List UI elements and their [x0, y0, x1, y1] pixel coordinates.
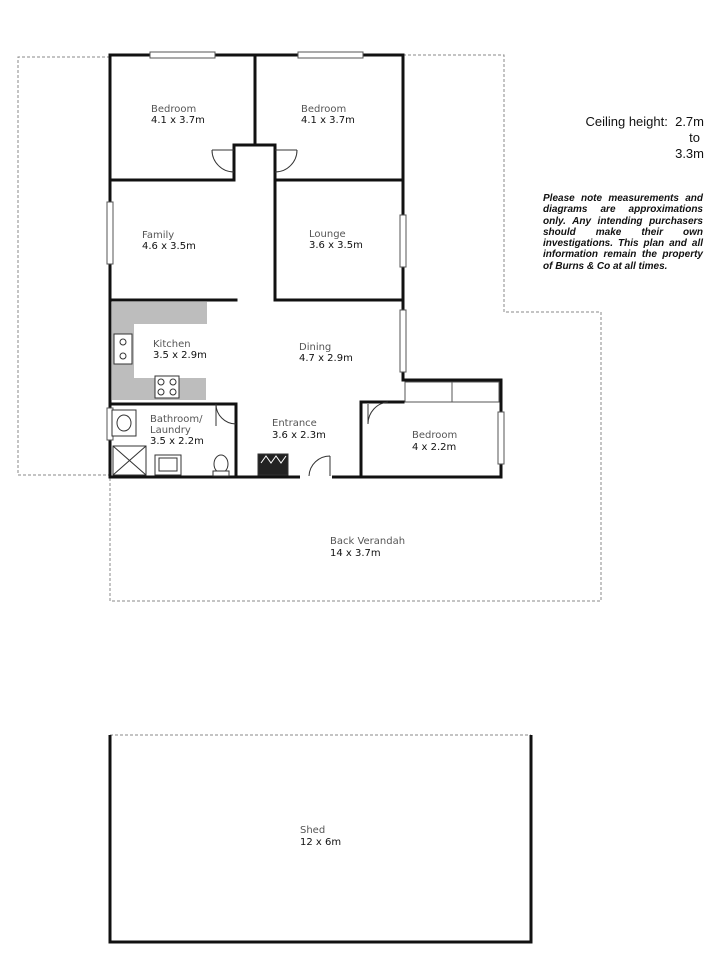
toilet: [214, 455, 228, 473]
hall-closet: [234, 145, 275, 180]
room-name-lounge: Lounge: [309, 229, 346, 240]
door-bathroom: [216, 404, 236, 426]
outdoor-outlines: [18, 55, 601, 601]
window-lounge: [400, 215, 406, 267]
ceiling-value-from: 2.7m: [675, 114, 704, 129]
window-bedroom1: [150, 52, 215, 58]
door-bedroom2: [275, 150, 297, 172]
room-size-dining: 4.7 x 2.9m: [299, 353, 353, 364]
room-name-verandah: Back Verandah: [330, 536, 406, 547]
room-size-bedroom1: 4.1 x 3.7m: [151, 115, 205, 126]
laundry-tub-bowl: [159, 458, 177, 471]
heater: [258, 454, 288, 475]
cooktop: [155, 376, 179, 398]
door-bedroom3: [368, 402, 388, 424]
room-size-entrance: 3.6 x 2.3m: [272, 430, 326, 441]
room-name-family: Family: [142, 230, 175, 241]
room-size-bedroom2: 4.1 x 3.7m: [301, 115, 355, 126]
room-name-bathroom-1: Bathroom/: [150, 414, 203, 425]
ceiling-value-to: 3.3m: [675, 146, 704, 161]
kitchen-sink-drain-1: [120, 339, 126, 345]
room-name-bedroom1: Bedroom: [151, 104, 197, 115]
room-name-bedroom3: Bedroom: [412, 430, 458, 441]
window-bedroom2: [298, 52, 363, 58]
window-bedroom3: [498, 412, 504, 464]
room-size-family: 4.6 x 3.5m: [142, 241, 196, 252]
door-entrance: [309, 456, 330, 476]
bedroom3-wall: [361, 402, 403, 477]
room-name-bedroom2: Bedroom: [301, 104, 347, 115]
room-size-verandah: 14 x 3.7m: [330, 548, 381, 559]
door-bedroom1: [212, 150, 234, 172]
room-name-bathroom-2: Laundry: [150, 425, 191, 436]
left-yard-outline: [18, 57, 110, 475]
right-yard-outline: [110, 55, 601, 601]
robe: [405, 382, 499, 402]
room-size-kitchen: 3.5 x 2.9m: [153, 350, 207, 361]
room-name-dining: Dining: [299, 342, 332, 353]
ceiling-connector: to: [689, 130, 700, 145]
room-name-entrance: Entrance: [272, 418, 317, 429]
room-size-lounge: 3.6 x 3.5m: [309, 240, 363, 251]
ceiling-label: Ceiling height:: [585, 114, 668, 129]
room-size-bathroom: 3.5 x 2.2m: [150, 436, 204, 447]
burner-1: [158, 379, 164, 385]
kitchen-sink-drain-2: [120, 353, 126, 359]
room-name-kitchen: Kitchen: [153, 339, 191, 350]
burner-4: [170, 389, 176, 395]
room-size-bedroom3: 4 x 2.2m: [412, 442, 457, 453]
disclaimer-text: Please note measurements and diagrams are approximations only. Any intending purchasers should make their own investigations. This plan and all information remain the property of Burns & Co at all times.: [543, 193, 703, 272]
room-size-shed: 12 x 6m: [300, 837, 342, 848]
door-openings: [238, 300, 332, 477]
burner-2: [170, 379, 176, 385]
toilet-cistern: [213, 471, 229, 476]
window-family: [107, 202, 113, 264]
window-dining: [400, 310, 406, 372]
burner-3: [158, 389, 164, 395]
basin-bowl: [117, 415, 131, 431]
room-name-shed: Shed: [300, 825, 326, 836]
